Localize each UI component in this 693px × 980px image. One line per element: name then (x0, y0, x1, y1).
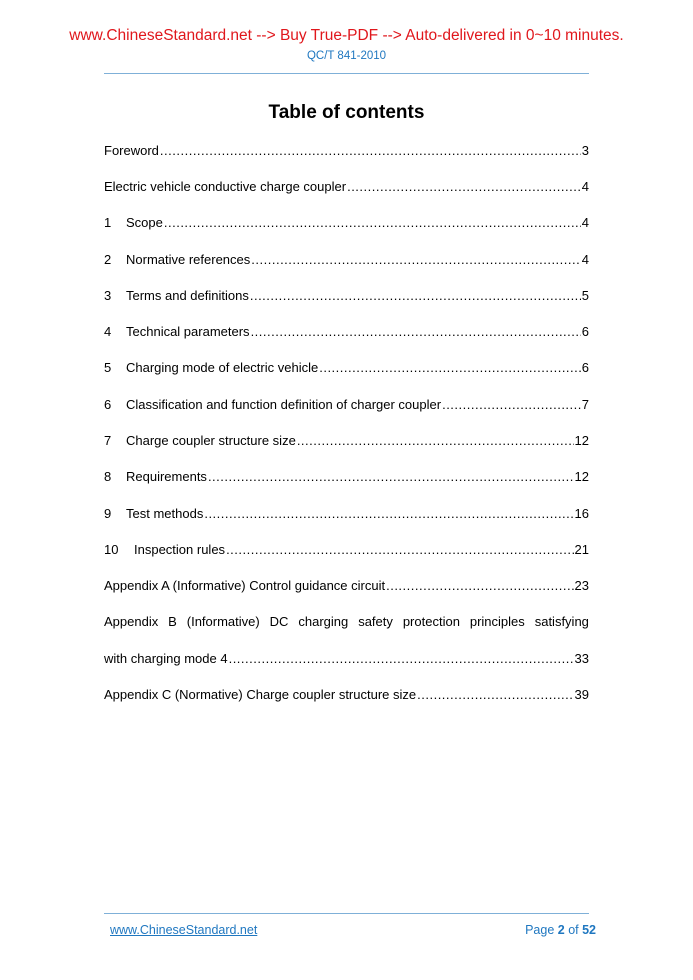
toc-number: 4 (104, 324, 112, 339)
toc-page: 4 (581, 215, 589, 230)
dot-leader (386, 577, 573, 595)
toc-entry-scope[interactable] (104, 214, 589, 232)
page-indicator (525, 923, 596, 937)
page-current: 2 (557, 923, 565, 937)
toc-number: 5 (104, 360, 112, 375)
dot-leader (160, 142, 581, 160)
toc-entry-structure-size[interactable] (104, 432, 589, 450)
toc-page: 21 (574, 542, 589, 557)
toc-label: Electric vehicle conductive charge coupler (104, 179, 347, 194)
page-of: of (564, 923, 583, 937)
dot-leader (442, 396, 581, 414)
toc-entry-ev-coupler[interactable] (104, 178, 589, 196)
header-divider (104, 73, 589, 74)
toc-label: Appendix A (Informative) Control guidance circuit (104, 578, 386, 593)
page-prefix: Page (525, 923, 558, 937)
dot-leader (251, 251, 580, 269)
toc-entry-appendix-b-line1[interactable] (104, 613, 589, 631)
toc-label: Terms and definitions (126, 288, 249, 303)
toc-entry-technical-parameters[interactable] (104, 323, 589, 341)
toc-entry-requirements[interactable] (104, 468, 589, 486)
toc-number: 10 (104, 542, 119, 557)
toc-number: 7 (104, 433, 112, 448)
toc-entry-foreword[interactable] (104, 142, 589, 160)
toc-page: 39 (574, 687, 589, 702)
dot-leader (417, 686, 573, 704)
toc-word: Appendix (104, 614, 159, 629)
footer-divider (104, 913, 589, 914)
toc-label: Normative references (126, 252, 251, 267)
toc-entry-charging-mode[interactable] (104, 359, 589, 377)
toc-label: Appendix C (Normative) Charge coupler structure size (104, 687, 417, 702)
toc-number: 2 (104, 252, 112, 267)
footer-website-link[interactable]: www.ChineseStandard.net (110, 923, 258, 937)
toc-label: Foreword (104, 143, 159, 158)
document-code: QC/T 841-2010 (306, 50, 387, 62)
toc-number: 6 (104, 397, 112, 412)
toc-word: (Informative) (186, 614, 260, 629)
dot-leader (347, 178, 581, 196)
toc-page: 6 (581, 360, 589, 375)
toc-word: safety (358, 614, 393, 629)
toc-page: 12 (574, 433, 589, 448)
toc-word: principles (469, 614, 525, 629)
toc-word: DC (269, 614, 289, 629)
toc-label: Classification and function definition of charger coupler (126, 397, 442, 412)
dot-leader (164, 214, 581, 232)
toc-page: 4 (581, 179, 589, 194)
toc-page: 12 (574, 469, 589, 484)
toc-label: Inspection rules (134, 542, 226, 557)
page-total: 52 (582, 923, 596, 937)
toc-word: B (168, 614, 177, 629)
dot-leader (297, 432, 574, 450)
page-title: Table of contents (268, 102, 425, 123)
toc-page: 3 (581, 143, 589, 158)
dot-leader (204, 505, 573, 523)
toc-entry-appendix-b-line2[interactable] (104, 650, 589, 668)
toc-page: 5 (581, 288, 589, 303)
toc-number: 3 (104, 288, 112, 303)
toc-page: 6 (581, 324, 589, 339)
promo-banner[interactable]: www.ChineseStandard.net --> Buy True-PDF --> Auto-delivered in 0~10 minutes. (69, 27, 624, 44)
dot-leader (229, 650, 574, 668)
toc-label: with charging mode 4 (104, 651, 228, 666)
toc-entry-normative-references[interactable] (104, 251, 589, 269)
toc-number: 8 (104, 469, 112, 484)
toc-word: charging (298, 614, 349, 629)
toc-entry-appendix-a[interactable] (104, 577, 589, 595)
toc-page: 23 (574, 578, 589, 593)
dot-leader (208, 468, 574, 486)
toc-label: Technical parameters (126, 324, 250, 339)
toc-entry-terms[interactable] (104, 287, 589, 305)
dot-leader (319, 359, 581, 377)
toc-page: 16 (574, 506, 589, 521)
dot-leader (250, 287, 581, 305)
toc-entry-appendix-c[interactable] (104, 686, 589, 704)
toc-entry-test-methods[interactable] (104, 505, 589, 523)
toc-page: 33 (574, 651, 589, 666)
dot-leader (251, 323, 581, 341)
dot-leader (226, 541, 573, 559)
toc-label: Scope (126, 215, 163, 230)
toc-word: satisfying (534, 614, 589, 629)
toc-label: Requirements (126, 469, 207, 484)
toc-page: 7 (581, 397, 589, 412)
toc-word: protection (402, 614, 460, 629)
toc-number: 9 (104, 506, 112, 521)
toc-page: 4 (581, 252, 589, 267)
toc-label: Charge coupler structure size (126, 433, 296, 448)
toc-label: Test methods (126, 506, 204, 521)
toc-entry-classification[interactable] (104, 396, 589, 414)
toc-entry-inspection-rules[interactable] (104, 541, 589, 559)
toc-label: Charging mode of electric vehicle (126, 360, 319, 375)
toc-number: 1 (104, 215, 112, 230)
